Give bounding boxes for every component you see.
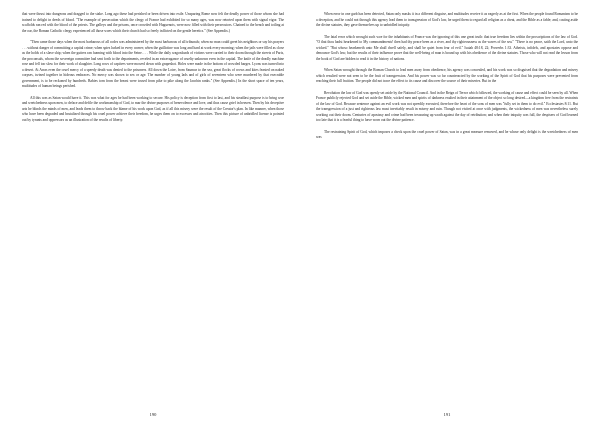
paragraph: When Satan wrought through the Roman Church to lead men away from obedience, his agency was concealed, and his work was so disguised that the degradation and misery which resulted were not seen to be the fruit of transgression. And his power was so far counteracted by the working of the Spirit of God that his purposes were prevented from reaching their full fruition. The people did not trace the effect to its cause and discover the source of their miseries. But in the [316, 68, 578, 83]
paragraph: "Then came those days when the most barbarous of all codes was administered by the most barbarous of all tribunals; when no man could greet his neighbors or say his prayers . . . without danger of committing a capital crime; when spies lurked in every corner; when the guillotine was long and hard at work every morning; when the jails were filled as close as the holds of a slave ship; when the gutters ran foaming with blood into the Seine. . . . While the daily wagonloads of victims were carried to their doom through the streets of Paris, the proconsuls, whom the sovereign committee had sent forth to the departments, reveled in an extravagance of cruelty unknown even in the capital. The knife of the deadly machine rose and fell too slow for their work of slaughter. Long rows of captives were mowed down with grapeshot. Holes were made in the bottom of crowded barges. Lyons was turned into a desert. At Arras even the cruel mercy of a speedy death was denied to the prisoners. All down the Loire, from Saumur to the sea, great flocks of crows and kites feasted on naked corpses, twined together in hideous embraces. No mercy was shown to sex or age. The number of young lads and of girls of seventeen who were murdered by that execrable government, is to be reckoned by hundreds. Babies torn from the breast were tossed from pike to pike along the Jacobin ranks." (See Appendix.) In the short space of ten years, multitudes of human beings perished. [22, 40, 284, 88]
paragraph: that were thrust into dungeons and dragged to the stake. Long ago these had perished or been driven into exile. Unsparing Rome now felt the deadly power of those whom she had trained to delight in deeds of blood. "The example of persecution which the clergy of France had exhibited for so many ages, was now retorted upon them with signal vigor. The scaffolds ran red with the blood of the priests. The galleys and the prisons, once crowded with Huguenots, were now filled with their persecutors. Chained to the bench and toiling at the oar, the Roman Catholic clergy experienced all those woes which their church had so freely inflicted on the gentle heretics." (See Appendix.) [22, 12, 284, 33]
page-number-right: 191 [443, 412, 451, 417]
left-page [22, 12, 284, 422]
paragraph: All this was as Satan would have it. This was what for ages he had been working to secure. His policy is deception from first to last, and his steadfast purpose is to bring woe and wretchedness upon men, to deface and defile the workmanship of God, to mar the divine purposes of benevolence and love, and thus cause grief in heaven. Then by his deceptive arts he blinds the minds of men, and leads them to throw back the blame of his work upon God, as if all this misery were the result of the Creator's plan. In like manner, when those who have been degraded and brutalized through his cruel power achieve their freedom, he urges them on to excesses and atrocities. Then this picture of unbridled license is pointed out by tyrants and oppressors as an illustration of the results of liberty. [22, 95, 284, 122]
paragraph: When error in one garb has been detected, Satan only masks it in a different disguise, and multitudes receive it as eagerly as at the first. When the people found Romanism to be a deception, and he could not through this agency lead them to transgression of God's law, he urged them to regard all religion as a cheat, and the Bible as a fable; and, casting aside the divine statutes, they gave themselves up to unbridled iniquity. [316, 12, 578, 27]
left-page-text [22, 12, 284, 422]
right-page [316, 12, 578, 422]
paragraph: The fatal error which wrought such woe for the inhabitants of France was the ignoring of this one great truth: that true freedom lies within the proscriptions of the law of God. "O that thou hadst hearkened to My commandments! then had thy peace been as a river, and thy righteousness as the waves of the sea." "There is no peace, saith the Lord, unto the wicked." "But whoso hearkeneth unto Me shall dwell safely, and shall be quiet from fear of evil." Isaiah 48:18, 22; Proverbs 1:33. Atheists, infidels, and apostates oppose and denounce God's law; but the results of their influence prove that the well-being of man is bound up with his obedience of the divine statutes. Those who will not read the lesson from the book of God are bidden to read it in the history of nations. [316, 34, 578, 61]
page-number-left: 190 [149, 412, 157, 417]
right-page-text [316, 12, 578, 422]
paragraph: The restraining Spirit of God, which imposes a check upon the cruel power of Satan, was in a great measure removed, and he whose only delight is the wretchedness of men was [316, 129, 578, 139]
paragraph: Revolution the law of God was openly set aside by the National Council. And in the Reign of Terror which followed, the working of cause and effect could be seen by all. When France publicly rejected God and set aside the Bible, wicked men and spirits of darkness exulted in their attainment of the object so long desired—a kingdom free from the restraints of the law of God. Because sentence against an evil work was not speedily executed, therefore the heart of the sons of men was "fully set in them to do evil." Ecclesiastes 8:11. But the transgression of a just and righteous law must inevitably result in misery and ruin. Though not visited at once with judgments, the wickedness of men was nevertheless surely working out their doom. Centuries of apostasy and crime had been treasuring up wrath against the day of retribution; and when their iniquity was full, the despisers of God learned too late that it is a fearful thing to have worn out the divine patience. [316, 90, 578, 122]
